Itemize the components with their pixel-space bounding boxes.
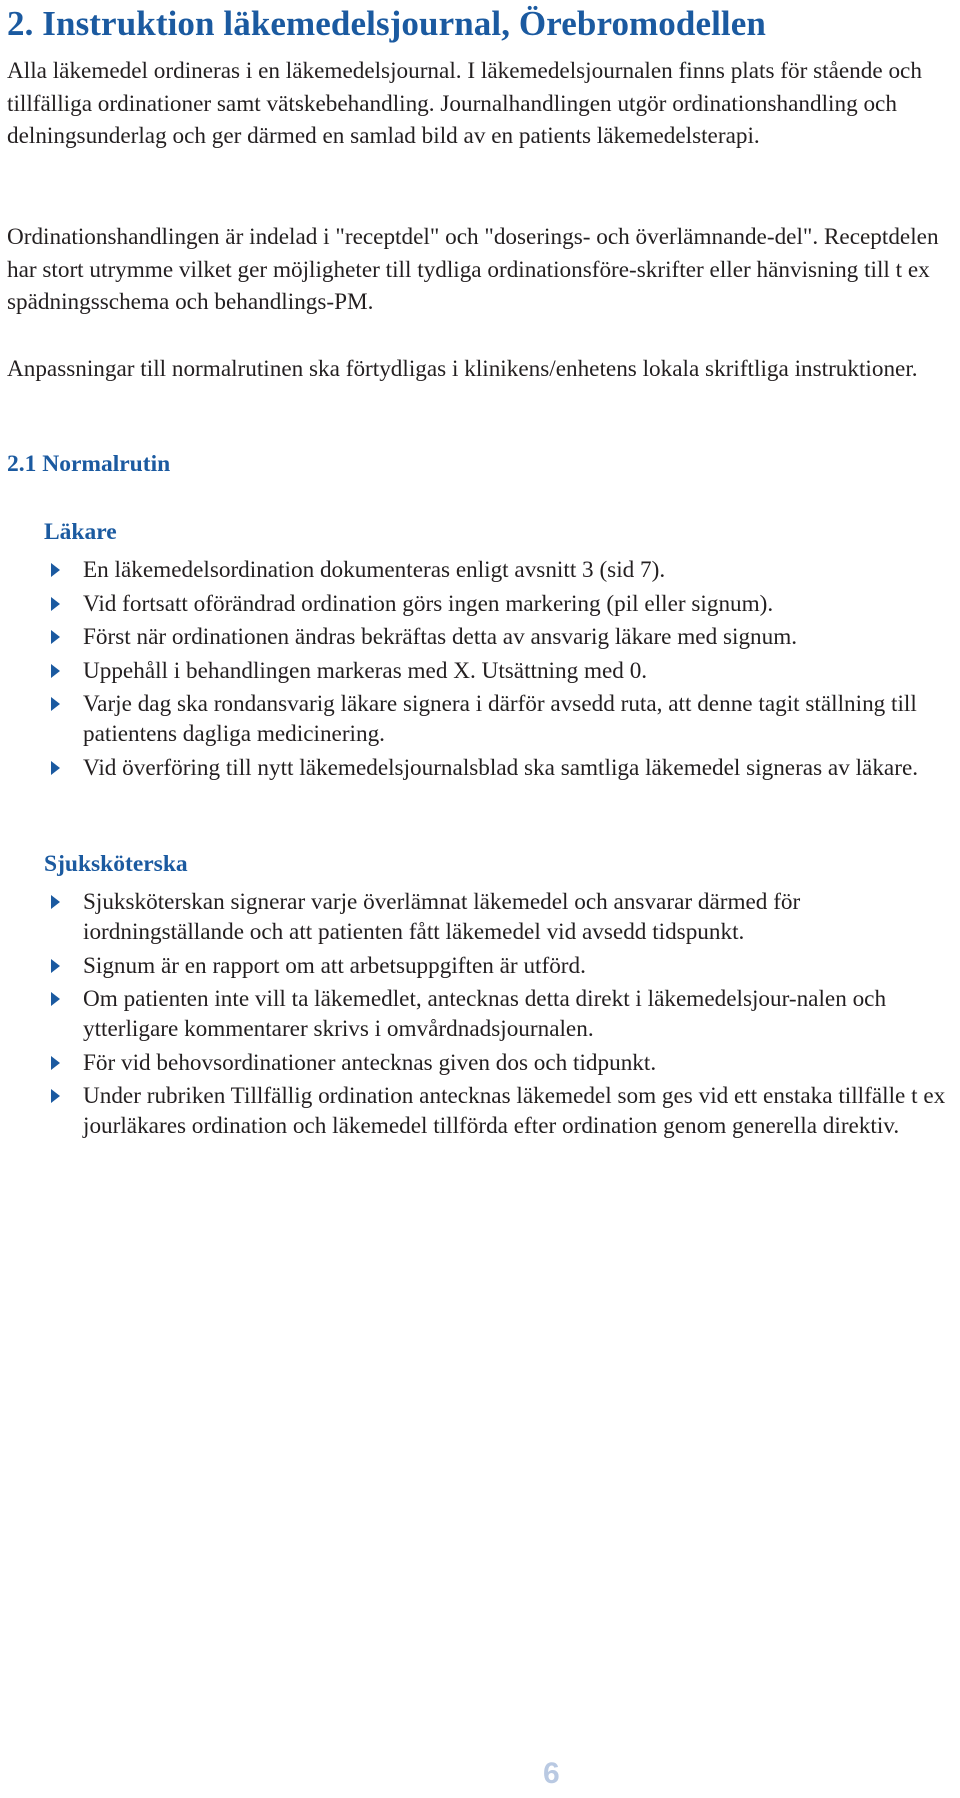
list-item: [44, 656, 952, 686]
page-number: 6: [543, 1757, 560, 1790]
intro-paragraph-2: Ordinationshandlingen är indelad i "receptdel" och "doserings- och överlämnande-del". Receptdelen har stort utrymme vilket ger möjligheter till tydliga ordinationsföre-skrifter eller hänvisning till t ex spädningsschema och behandlings-PM.: [7, 224, 939, 315]
list-item: [44, 589, 952, 619]
list-item-text: För vid behovsordinationer antecknas given dos och tidpunkt.: [83, 1049, 657, 1076]
list-item-text: Varje dag ska rondansvarig läkare signera i därför avsedd ruta, att denne tagit ställning till patientens dagliga medicinering.: [83, 691, 917, 748]
list-item-text: Vid fortsatt oförändrad ordination görs ingen markering (pil eller signum).: [83, 590, 774, 617]
bullet-triangle-icon: [51, 664, 60, 678]
bullet-triangle-icon: [51, 959, 60, 973]
list-item: [44, 887, 952, 947]
bullet-triangle-icon: [51, 1056, 60, 1070]
list-item: [44, 1048, 952, 1078]
bullet-triangle-icon: [51, 895, 60, 909]
group-title-lakare: Läkare: [44, 519, 117, 545]
list-item-text: Sjuksköterskan signerar varje överlämnat läkemedel och ansvarar därmed för iordningställande och att patienten fått läkemedel vid avsedd tidspunkt.: [83, 889, 801, 945]
bullet-triangle-icon: [51, 630, 60, 644]
page-title: 2. Instruktion läkemedelsjournal, Örebromodellen: [7, 4, 766, 43]
list-item-text: Uppehåll i behandlingen markeras med X. Utsättning med 0.: [83, 657, 648, 684]
list-item-text: Först när ordinationen ändras bekräftas detta av ansvarig läkare med signum.: [83, 624, 798, 651]
list-item: [44, 984, 952, 1044]
list-item: [44, 689, 952, 749]
list-item-text: Om patienten inte vill ta läkemedlet, antecknas detta direkt i läkemedelsjour-nalen och ytterligare kommentarer skrivs i omvårdnadsjournalen.: [83, 986, 887, 1043]
list-item-text: En läkemedelsordination dokumenteras enligt avsnitt 3 (sid 7).: [83, 557, 666, 583]
list-item: [44, 1081, 952, 1141]
bullet-triangle-icon: [51, 761, 60, 775]
list-item: [44, 555, 952, 585]
intro-paragraph-3: Anpassningar till normalrutinen ska förtydligas i klinikens/enhetens lokala skriftliga instruktioner.: [7, 356, 918, 382]
list-item-text: Vid överföring till nytt läkemedelsjournalsblad ska samtliga läkemedel signeras av läkare.: [83, 754, 919, 781]
bullet-triangle-icon: [51, 697, 60, 711]
bullet-list-sjukskoterska: [44, 887, 952, 1145]
bullet-triangle-icon: [51, 992, 60, 1006]
intro-paragraph-1: Alla läkemedel ordineras i en läkemedelsjournal. I läkemedelsjournalen finns plats för stående och tillfälliga ordinationer samt vätskebehandling. Journalhandlingen utgör ordinationshandling och delningsunderlag och ger därmed en samlad bild av en patients läkemedelsterapi.: [7, 58, 922, 149]
bullet-triangle-icon: [51, 563, 60, 577]
list-item-text: Under rubriken Tillfällig ordination antecknas läkemedel som ges vid ett enstaka tillfälle t ex jourläkares ordination och läkemedel tillförda efter ordination genom generella direktiv.: [83, 1083, 946, 1140]
bullet-list-lakare: [44, 555, 952, 787]
bullet-triangle-icon: [51, 1089, 60, 1103]
bullet-triangle-icon: [51, 597, 60, 611]
list-item: [44, 753, 952, 783]
list-item: [44, 951, 952, 981]
list-item: [44, 622, 952, 652]
list-item-text: Signum är en rapport om att arbetsuppgiften är utförd.: [83, 952, 586, 979]
section-heading: 2.1 Normalrutin: [7, 451, 171, 477]
group-title-sjukskoterska: Sjuksköterska: [44, 851, 188, 877]
